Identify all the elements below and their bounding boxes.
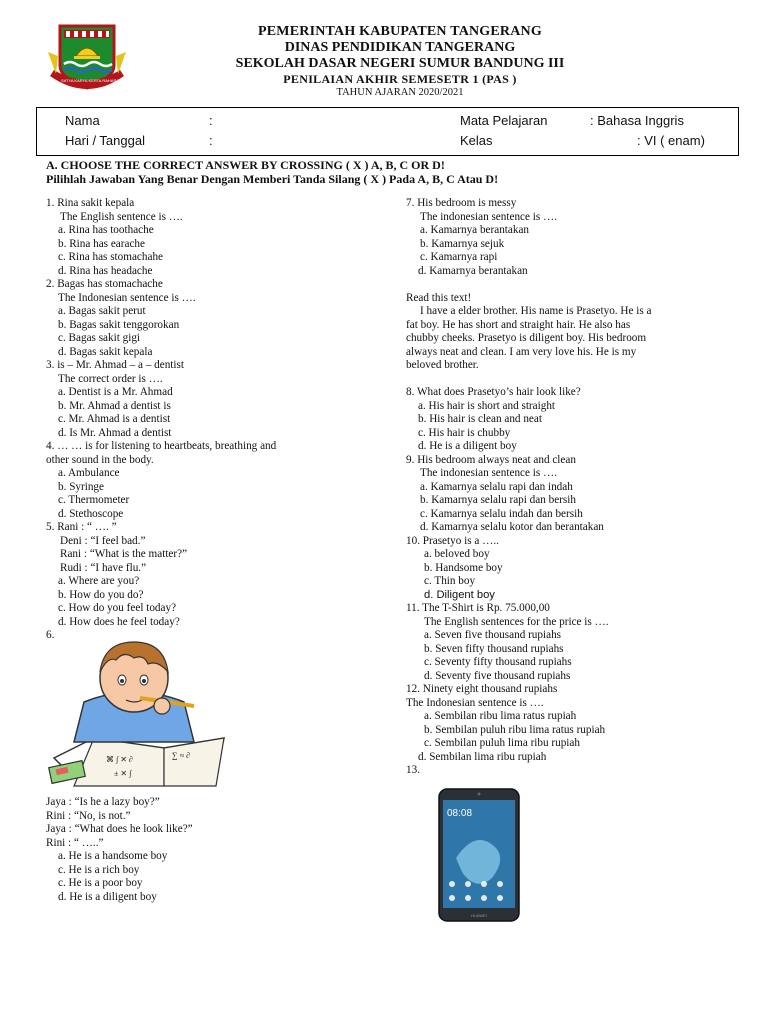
option: b. Kamarnya selalu rapi dan bersih	[420, 494, 576, 506]
option: d. Rina has headache	[58, 264, 153, 277]
boy-studying-illustration	[44, 640, 234, 790]
option: c. He is a poor boy	[58, 877, 143, 889]
option: b. His hair is clean and neat	[418, 413, 542, 425]
header-government: PEMERINTAH KABUPATEN TANGERANG	[258, 24, 542, 39]
instruction-english: A. CHOOSE THE CORRECT ANSWER BY CROSSING ( X ) A, B, C OR D!	[46, 158, 445, 172]
option: c. Rina has stomachahe	[58, 251, 164, 263]
reading-line: I have a elder brother. His name is Prasetyo. He is a	[420, 305, 652, 317]
student-info-box	[36, 107, 739, 156]
kelas-value: : VI ( enam)	[637, 133, 705, 148]
question-prompt: The Indonesian sentence is ….	[58, 291, 196, 304]
school-crest-logo	[46, 22, 128, 94]
option: b. Seven fifty thousand rupiahs	[424, 642, 564, 655]
option: b. Kamarnya sejuk	[420, 237, 505, 250]
option: b. Mr. Ahmad a dentist is	[58, 399, 171, 412]
header-year: TAHUN AJARAN 2020/2021	[336, 87, 464, 98]
reading-line: always neat and clean. I am very love his. He is my	[406, 345, 637, 358]
option: d. Diligent boy	[424, 588, 495, 601]
question-6-block	[46, 796, 396, 904]
phone-brand: HUAWEI	[471, 913, 487, 918]
option: d. He is a diligent boy	[418, 440, 517, 452]
dialog-line: Rini : “ …..”	[46, 836, 104, 849]
option: d. Sembilan lima ribu rupiah	[418, 750, 547, 763]
option: a. He is a handsome boy	[58, 850, 168, 862]
svg-text:± ✕ ∫: ± ✕ ∫	[114, 769, 132, 778]
dialog-line: Deni : “I feel bad.”	[60, 534, 146, 547]
option: d. Seventy five thousand rupiahs	[424, 669, 571, 682]
nama-colon: :	[209, 113, 213, 128]
option: a. Ambulance	[58, 467, 120, 479]
smartphone-image	[438, 788, 520, 922]
question-4: 4. … … is for listening to heartbeats, breathing and	[46, 440, 277, 452]
question-2: 2. Bagas has stomachache	[46, 278, 163, 290]
option: a. beloved boy	[424, 548, 490, 560]
left-questions	[46, 197, 396, 643]
dialog-line: Jaya : “Is he a lazy boy?”	[46, 796, 160, 808]
header-department: DINAS PENDIDIKAN TANGERANG	[284, 40, 516, 55]
dialog-line: Rudi : “I have flu.”	[60, 561, 147, 574]
reading-line: chubby cheeks. Prasetyo is diligent boy. His bedroom	[406, 332, 647, 344]
question-6: 6.	[46, 629, 55, 641]
question-prompt: The English sentences for the price is ….	[424, 615, 609, 628]
option: c. How do you feel today?	[58, 602, 177, 614]
svg-text:∑ ≈ ∂: ∑ ≈ ∂	[172, 751, 191, 760]
right-questions	[406, 197, 736, 778]
phone-time: 08:08	[447, 808, 473, 819]
option: d. He is a diligent boy	[58, 890, 157, 903]
option: c. Kamarnya selalu indah dan bersih	[420, 507, 583, 520]
header-exam: PENILAIAN AKHIR SEMESETR 1 (PAS )	[283, 72, 517, 86]
instruction-indonesian: Pilihlah Jawaban Yang Benar Dengan Memberi Tanda Silang ( X ) Pada A, B, C Atau D!	[46, 172, 499, 186]
hari-colon: :	[209, 133, 213, 148]
option: c. Thermometer	[58, 494, 130, 506]
mapel-label: Mata Pelajaran	[460, 113, 548, 128]
reading-title: Read this text!	[406, 291, 472, 304]
dialog-line: Rani : “What is the matter?”	[60, 548, 188, 560]
dialog-line: Jaya : “What does he look like?”	[46, 823, 193, 835]
option: d. How does he feel today?	[58, 615, 180, 628]
option: a. Dentist is a Mr. Ahmad	[58, 386, 173, 398]
option: a. Rina has toothache	[58, 224, 154, 236]
option: c. Mr. Ahmad is a dentist	[58, 413, 171, 425]
option: a. His hair is short and straight	[418, 399, 556, 412]
option: b. Sembilan puluh ribu lima ratus rupiah	[424, 723, 606, 736]
option: a. Kamarnya selalu rapi dan indah	[420, 480, 573, 493]
option: b. Syringe	[58, 480, 104, 493]
question-10: 10. Prasetyo is a …..	[406, 534, 499, 547]
mapel-value: : Bahasa Inggris	[590, 113, 684, 128]
question-prompt: The indonesian sentence is ….	[420, 210, 558, 223]
option: a. Sembilan ribu lima ratus rupiah	[424, 710, 577, 722]
option: c. Bagas sakit gigi	[58, 332, 141, 344]
option: b. Rina has earache	[58, 237, 145, 250]
question-prompt: The English sentence is ….	[60, 210, 183, 223]
question-prompt: The indonesian sentence is ….	[420, 467, 558, 479]
option: d. Kamarnya selalu kotor dan berantakan	[420, 521, 604, 533]
question-13: 13.	[406, 764, 420, 776]
hari-label: Hari / Tanggal	[65, 133, 145, 148]
header-school: SEKOLAH DASAR NEGERI SUMUR BANDUNG III	[235, 56, 565, 71]
option: a. Kamarnya berantakan	[420, 224, 530, 236]
option: b. How do you do?	[58, 588, 144, 601]
question-prompt: The correct order is ….	[58, 372, 163, 385]
option: a. Bagas sakit perut	[58, 305, 146, 317]
kelas-label: Kelas	[460, 133, 493, 148]
option: b. Handsome boy	[424, 561, 503, 574]
question-9: 9. His bedroom always neat and clean	[406, 453, 576, 466]
option: c. Sembilan puluh lima ribu rupiah	[424, 737, 580, 749]
question-12: 12. Ninety eight thousand rupiahs	[406, 683, 558, 695]
option: d. Is Mr. Ahmad a dentist	[58, 426, 172, 439]
question-1: 1. Rina sakit kepala	[46, 197, 135, 209]
question-prompt: The Indonesian sentence is ….	[406, 696, 544, 709]
question-7: 7. His bedroom is messy	[406, 197, 517, 209]
question-4-cont: other sound in the body.	[46, 453, 154, 466]
option: a. Where are you?	[58, 575, 140, 587]
option: c. Seventy fifty thousand rupiahs	[424, 656, 572, 668]
option: c. Thin boy	[424, 575, 476, 587]
nama-label: Nama	[65, 113, 100, 128]
option: d. Kamarnya berantakan	[418, 264, 528, 277]
option: d. Stethoscope	[58, 507, 124, 520]
reading-line: fat boy. He has short and straight hair. He also has	[406, 318, 631, 331]
question-5: 5. Rani : “ …. ”	[46, 521, 117, 533]
question-11: 11. The T-Shirt is Rp. 75.000,00	[406, 602, 550, 614]
option: d. Bagas sakit kepala	[58, 345, 153, 358]
reading-line: beloved brother.	[406, 359, 479, 371]
option: b. Bagas sakit tenggorokan	[58, 318, 180, 331]
option: c. He is a rich boy	[58, 863, 140, 876]
dialog-line: Rini : “No, is not.”	[46, 809, 131, 822]
question-8: 8. What does Prasetyo’s hair look like?	[406, 386, 581, 398]
svg-text:⌘ ∫ ✕ ∂: ⌘ ∫ ✕ ∂	[106, 755, 133, 764]
crest-motto: SATYA KARYA KERTA RAHARJA	[60, 78, 122, 83]
option: a. Seven five thousand rupiahs	[424, 629, 562, 641]
question-3: 3. is – Mr. Ahmad – a – dentist	[46, 359, 184, 371]
option: c. His hair is chubby	[418, 426, 511, 439]
option: c. Kamarnya rapi	[420, 251, 498, 263]
